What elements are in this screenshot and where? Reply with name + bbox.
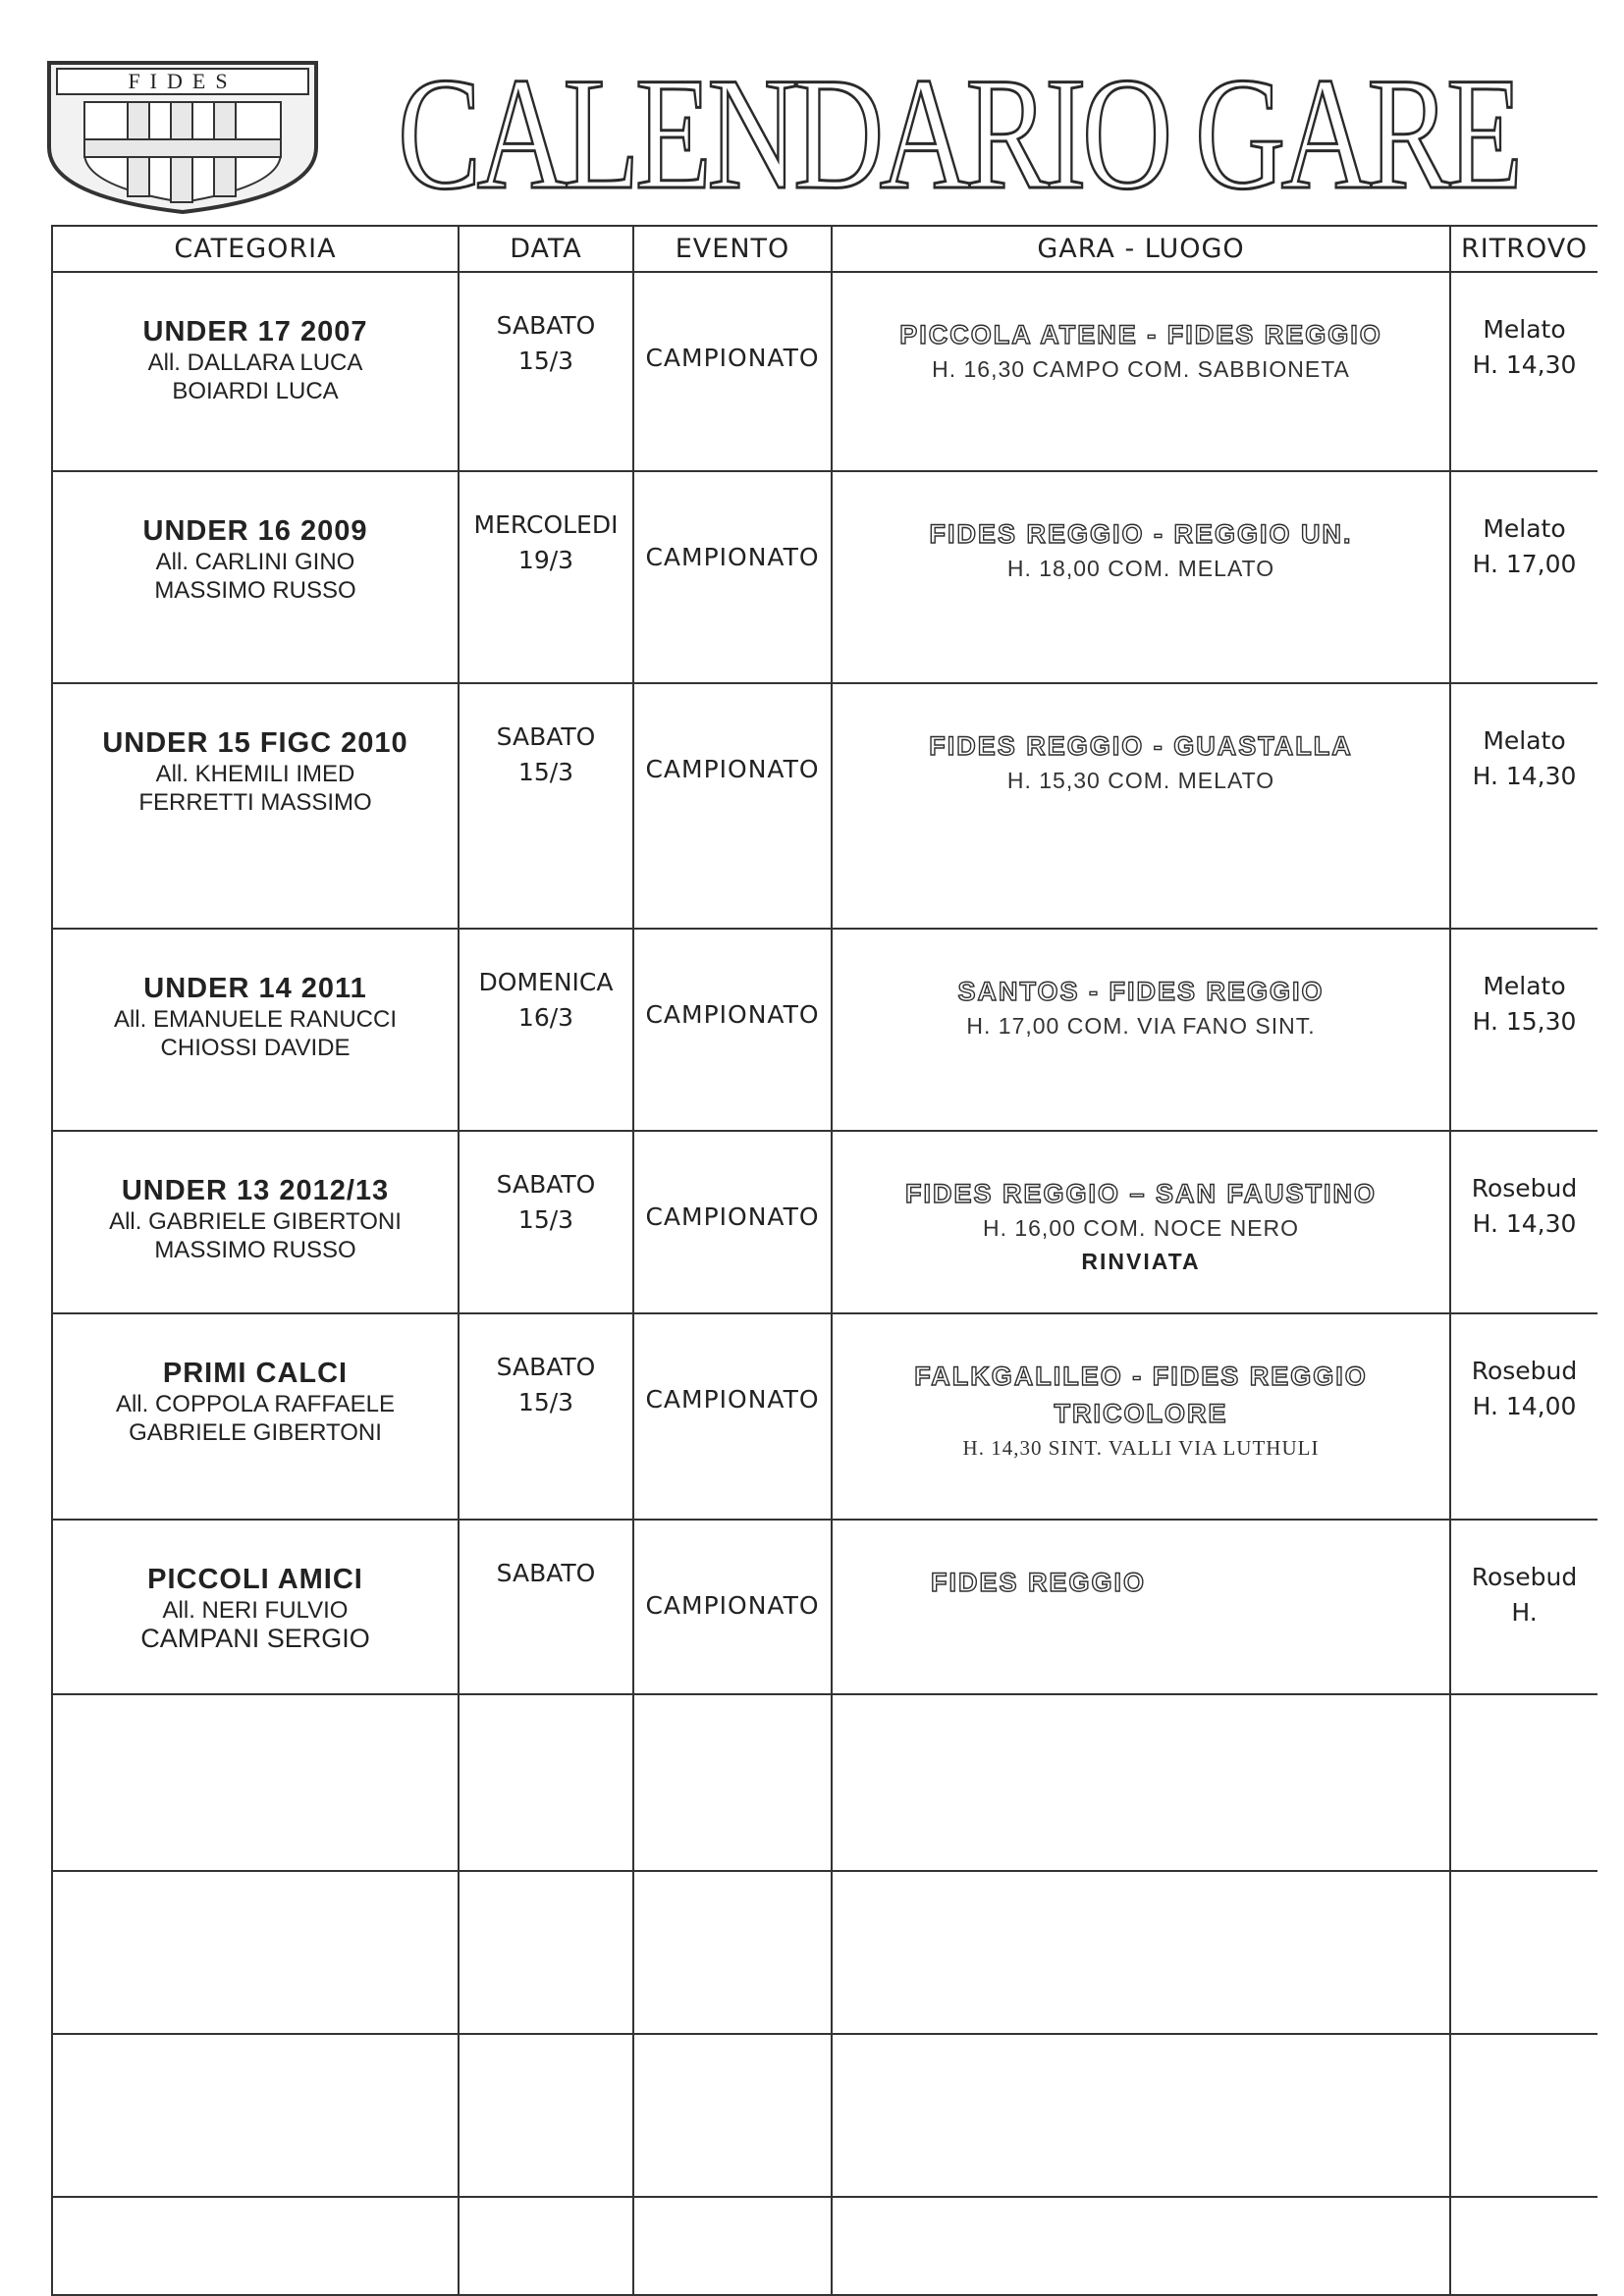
table-row [52, 2197, 1597, 2295]
coach-line: GABRIELE GIBERTONI [129, 1419, 382, 1446]
coach-line: FERRETTI MASSIMO [138, 789, 372, 816]
category-cell [52, 683, 459, 929]
empty-cell [1450, 1871, 1597, 2034]
game-cell [832, 683, 1450, 929]
column-header: GARA - LUOGO [832, 226, 1450, 272]
coach-line: MASSIMO RUSSO [154, 1237, 356, 1263]
meeting-cell [1450, 1131, 1597, 1313]
date-day: MERCOLEDI [473, 510, 619, 539]
date-number: 19/3 [517, 546, 574, 574]
match-place: H. 14,30 SINT. VALLI VIA LUTHULI [962, 1436, 1320, 1460]
category-name: PICCOLI AMICI [147, 1564, 363, 1595]
date-cell [459, 471, 633, 683]
meeting-time: H. 14,30 [1472, 762, 1577, 790]
event-cell: CAMPIONATO [633, 683, 832, 929]
meeting-time: H. 15,30 [1472, 1007, 1577, 1036]
svg-text:FIDES: FIDES [128, 69, 238, 93]
fides-logo [45, 59, 320, 216]
meeting-time: H. 14,00 [1472, 1392, 1577, 1420]
column-header: CATEGORIA [52, 226, 459, 272]
coach-line: All. GABRIELE GIBERTONI [109, 1208, 402, 1235]
game-cell [832, 1131, 1450, 1313]
table-row [52, 1520, 1597, 1694]
column-header: EVENTO [633, 226, 832, 272]
table-row [52, 471, 1597, 683]
date-day: SABATO [496, 1170, 596, 1199]
empty-cell [832, 2197, 1450, 2295]
empty-cell [52, 2197, 459, 2295]
category-name: UNDER 16 2009 [142, 515, 368, 547]
game-cell [832, 272, 1450, 471]
meeting-place: Melato [1483, 514, 1566, 543]
meeting-place: Rosebud [1471, 1357, 1578, 1385]
empty-cell [1450, 1694, 1597, 1871]
coach-line: All. CARLINI GINO [155, 549, 355, 575]
empty-cell [832, 1871, 1450, 2034]
date-number: 15/3 [517, 1205, 574, 1234]
meeting-place: Melato [1483, 315, 1566, 344]
event-cell: CAMPIONATO [633, 929, 832, 1131]
category-cell [52, 929, 459, 1131]
game-cell [832, 1313, 1450, 1520]
meeting-cell [1450, 272, 1597, 471]
category-name: UNDER 15 FIGC 2010 [102, 727, 408, 759]
coach-line: All. KHEMILI IMED [155, 761, 355, 787]
meeting-cell [1450, 1313, 1597, 1520]
match-name: SANTOS - FIDES REGGIO [957, 977, 1325, 1006]
table-row [52, 1871, 1597, 2034]
category-name: UNDER 13 2012/13 [121, 1175, 390, 1206]
empty-cell [52, 1871, 459, 2034]
table-row [52, 2034, 1597, 2197]
meeting-place: Melato [1483, 972, 1566, 1000]
match-name-line-2: TRICOLORE [1054, 1399, 1228, 1428]
empty-cell [459, 2034, 633, 2197]
date-cell [459, 1313, 633, 1520]
match-name: FIDES REGGIO [931, 1568, 1147, 1597]
table-row [52, 1131, 1597, 1313]
meeting-place: Rosebud [1471, 1563, 1578, 1591]
event-cell: CAMPIONATO [633, 471, 832, 683]
category-cell [52, 272, 459, 471]
table-row [52, 1694, 1597, 1871]
coach-line: All. NERI FULVIO [162, 1597, 349, 1624]
category-cell [52, 471, 459, 683]
meeting-cell [1450, 471, 1597, 683]
match-place: H. 16,00 COM. NOCE NERO [982, 1215, 1300, 1241]
page-title: CALENDARIO GARE [398, 45, 1519, 223]
match-name: PICCOLA ATENE - FIDES REGGIO [899, 320, 1382, 349]
schedule-table [51, 225, 1597, 2296]
match-note: RINVIATA [1081, 1249, 1201, 1274]
column-header: DATA [459, 226, 633, 272]
event-cell: CAMPIONATO [633, 1131, 832, 1313]
table-header-row [52, 226, 1597, 272]
empty-cell [52, 2034, 459, 2197]
empty-cell [459, 1871, 633, 2034]
date-day: SABATO [496, 722, 596, 751]
column-header: RITROVO [1450, 226, 1597, 272]
category-cell [52, 1131, 459, 1313]
empty-cell [1450, 2197, 1597, 2295]
meeting-time: H. 14,30 [1472, 1209, 1577, 1238]
match-place: H. 15,30 COM. MELATO [1006, 768, 1275, 793]
event-cell: CAMPIONATO [633, 1520, 832, 1694]
meeting-cell [1450, 929, 1597, 1131]
game-cell [832, 1520, 1450, 1694]
match-place: H. 18,00 COM. MELATO [1006, 556, 1275, 581]
empty-cell [832, 1694, 1450, 1871]
empty-cell [633, 1694, 832, 1871]
game-cell [832, 929, 1450, 1131]
coach-line: MASSIMO RUSSO [154, 577, 356, 604]
meeting-time: H. 17,00 [1472, 550, 1577, 578]
date-cell [459, 929, 633, 1131]
date-day: SABATO [496, 1559, 596, 1587]
date-cell [459, 1520, 633, 1694]
coach-line: All. COPPOLA RAFFAELE [115, 1391, 396, 1417]
meeting-time: H. 14,30 [1472, 350, 1577, 379]
empty-cell [633, 1871, 832, 2034]
empty-cell [633, 2197, 832, 2295]
empty-cell [1450, 2034, 1597, 2197]
empty-cell [459, 2197, 633, 2295]
game-cell [832, 471, 1450, 683]
coach-line: CAMPANI SERGIO [140, 1624, 370, 1653]
meeting-cell [1450, 1520, 1597, 1694]
table-row [52, 683, 1597, 929]
date-number: 15/3 [517, 1388, 574, 1416]
coach-line: All. DALLARA LUCA [147, 349, 363, 376]
table-row [52, 272, 1597, 471]
category-name: UNDER 17 2007 [142, 316, 368, 347]
empty-cell [459, 1694, 633, 1871]
date-number: 15/3 [517, 758, 574, 786]
category-name: UNDER 14 2011 [143, 973, 367, 1004]
date-number: 16/3 [517, 1003, 574, 1032]
match-name: FIDES REGGIO – SAN FAUSTINO [904, 1179, 1378, 1208]
match-place: H. 17,00 COM. VIA FANO SINT. [966, 1013, 1316, 1039]
date-cell [459, 683, 633, 929]
match-place: H. 16,30 CAMPO COM. SABBIONETA [932, 356, 1350, 382]
meeting-time: H. [1511, 1598, 1538, 1627]
event-cell: CAMPIONATO [633, 272, 832, 471]
meeting-place: Rosebud [1471, 1174, 1578, 1202]
empty-cell [633, 2034, 832, 2197]
table-row [52, 929, 1597, 1131]
date-cell [459, 272, 633, 471]
date-number: 15/3 [517, 347, 574, 375]
coach-line: CHIOSSI DAVIDE [160, 1035, 351, 1061]
category-cell [52, 1313, 459, 1520]
empty-cell [52, 1694, 459, 1871]
empty-cell [832, 2034, 1450, 2197]
date-day: DOMENICA [478, 968, 614, 996]
match-name: FIDES REGGIO - REGGIO UN. [929, 519, 1353, 549]
category-cell [52, 1520, 459, 1694]
event-cell: CAMPIONATO [633, 1313, 832, 1520]
date-day: SABATO [496, 1353, 596, 1381]
meeting-place: Melato [1483, 726, 1566, 755]
coach-line: All. EMANUELE RANUCCI [113, 1006, 398, 1033]
table-row [52, 1313, 1597, 1520]
coach-line: BOIARDI LUCA [172, 378, 339, 404]
category-name: PRIMI CALCI [162, 1358, 349, 1389]
match-name: FALKGALILEO - FIDES REGGIO [914, 1362, 1368, 1391]
date-day: SABATO [496, 311, 596, 340]
match-name: FIDES REGGIO - GUASTALLA [929, 731, 1353, 761]
meeting-cell [1450, 683, 1597, 929]
date-cell [459, 1131, 633, 1313]
